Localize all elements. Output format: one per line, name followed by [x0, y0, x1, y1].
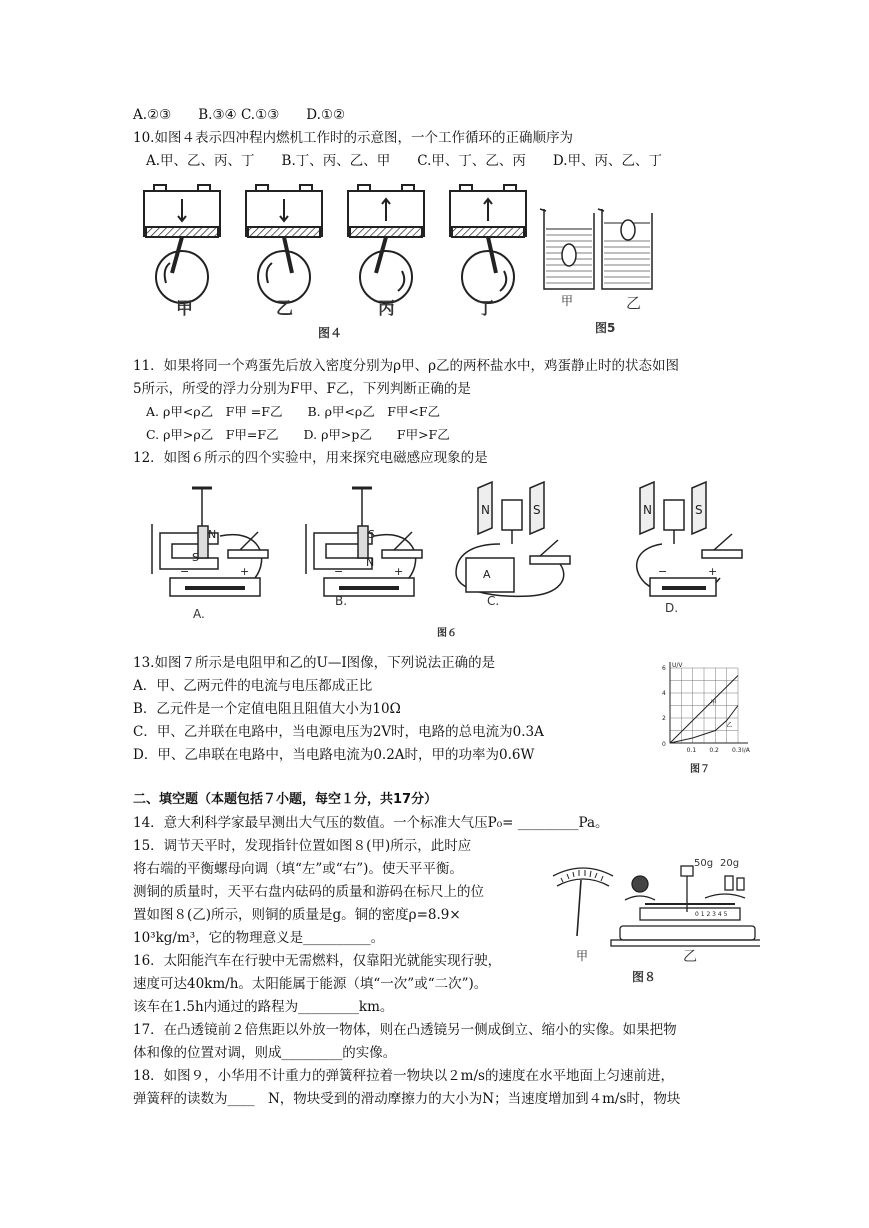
q13-option-c: C．甲、乙并联在电路中，当电源电压为2V时，电路的总电流为0.3A	[133, 724, 544, 740]
svg-text:0 1 2 3 4 5: 0 1 2 3 4 5	[695, 911, 728, 918]
q13-option-d: D．甲、乙串联在电路中，当电路电流为0.2A时，甲的功率为0.6W	[133, 747, 535, 763]
svg-text:S: S	[192, 551, 199, 564]
svg-text:N: N	[643, 503, 652, 517]
q11-options-ab: A. ρ甲<ρ乙 F甲 =F乙 B. ρ甲<ρ乙 F甲<F乙	[146, 404, 441, 419]
q10-options: A.甲、乙、丙、丁 B.丁、丙、乙、甲 C.甲、丁、乙、丙 D.甲、丙、乙、丁	[146, 153, 663, 169]
fig4-label-jia: 甲	[176, 299, 193, 319]
fig6-label-b: B.	[335, 594, 348, 608]
x-tick-label: 0.1	[686, 747, 697, 754]
fig4-label-yi: 乙	[276, 299, 293, 319]
series-label-1: 甲	[710, 699, 717, 707]
svg-text:+: +	[394, 565, 404, 578]
fig7-caption: 图７	[690, 764, 710, 775]
fig4-caption: 图４	[318, 326, 343, 340]
svg-text:+: +	[240, 565, 250, 578]
fig5-caption: 图5	[595, 321, 616, 335]
svg-text:N: N	[481, 503, 490, 517]
figure-4-engine-strokes	[140, 183, 540, 343]
q15-line3: 测铜的质量时，天平右盘内砝码的质量和游码在标尺上的位	[133, 884, 484, 900]
figure-5-beakers	[538, 205, 658, 295]
fig6-caption: 图６	[437, 628, 457, 639]
svg-text:−: −	[180, 565, 190, 578]
engine-cylinder-1	[144, 185, 220, 303]
figure-6-experiments	[130, 478, 750, 618]
fig8-label-yi: 乙	[683, 949, 697, 965]
q15-line4: 置如图８(乙)所示，则铜的质量是g。铜的密度ρ=8.9×	[133, 907, 461, 923]
y-tick-label: 2	[662, 715, 666, 722]
svg-text:S: S	[533, 503, 541, 517]
svg-text:S: S	[695, 503, 703, 517]
q15-line5: 10³kg/m³，它的物理意义是__________。	[133, 930, 385, 946]
q18-line2: 弹簧秤的读数为____ N，物块受到的滑动摩擦力的大小为N；当速度增加到４m/s时，物块	[133, 1091, 681, 1107]
q15-line1: 15．调节天平时，发现指针位置如图８(甲)所示，此时应	[133, 838, 472, 854]
fig4-label-bing: 丙	[378, 299, 395, 319]
q13-option-a: A．甲、乙两元件的电流与电压都成正比	[133, 678, 373, 694]
engine-cylinder-4	[450, 185, 526, 303]
series-label-2: 乙	[726, 721, 733, 729]
q17-line1: 17．在凸透镜前２倍焦距以外放一物体，则在凸透镜另一侧成倒立、缩小的实像。如果把物	[133, 1022, 677, 1038]
svg-text:−: −	[658, 565, 668, 578]
q17-line2: 体和像的位置对调，则成_________的实像。	[133, 1045, 397, 1061]
x-tick-label: 0.3	[732, 747, 742, 754]
q11-line1: 11．如果将同一个鸡蛋先后放入密度分别为ρ甲、ρ乙的两杯盐水中，鸡蛋静止时的状态如图	[133, 358, 680, 374]
y-axis-label: U/V	[672, 662, 683, 669]
q9-options: A.②③ B.③④ C.①③ D.①②	[133, 107, 346, 123]
fig8-label-jia: 甲	[576, 949, 589, 963]
fig6-label-d: D.	[665, 601, 679, 615]
q11-options-cd: C. ρ甲>ρ乙 F甲=F乙 D. ρ甲>p乙 F甲>F乙	[146, 427, 450, 442]
fig6-label-c: C.	[487, 594, 500, 608]
fig6-label-a: A.	[193, 607, 205, 621]
engine-cylinder-3	[348, 185, 424, 303]
y-tick-label: 6	[662, 665, 666, 672]
engine-cylinder-2	[246, 185, 322, 303]
svg-text:S: S	[368, 528, 375, 541]
fig8-weight-50g: 50g	[694, 858, 714, 869]
q16-line1: 16．太阳能汽车在行驶中无需燃料，仅靠阳光就能实现行驶，	[133, 953, 502, 969]
q18-line1: 18．如图９，小华用不计重力的弹簧秤拉着一物块以２m/s的速度在水平地面上匀速前进，	[133, 1068, 674, 1084]
q13-option-b: B．乙元件是一个定值电阻且阻值大小为10Ω	[133, 701, 401, 717]
svg-text:A: A	[483, 568, 491, 581]
svg-text:N: N	[366, 556, 375, 569]
q14-text: 14．意大利科学家最早测出大气压的数值。一个标准大气压P₀= _________Pa。	[133, 815, 609, 831]
q13-stem: 13.如图７所示是电阻甲和乙的U—I图像，下列说法正确的是	[133, 655, 496, 671]
q15-line2: 将右端的平衡螺母向调（填“左”或“右”)。使天平平衡。	[133, 861, 463, 877]
q10-stem: 10.如图４表示四冲程内燃机工作时的示意图，一个工作循环的正确顺序为	[133, 130, 573, 146]
svg-text:−: −	[334, 565, 344, 578]
fig8-caption: 图８	[632, 970, 657, 984]
x-axis-label: I/A	[742, 747, 750, 754]
q16-line2: 速度可达40km/h。太阳能属于能源（填“一次”或“二次”)。	[133, 976, 488, 992]
q11-line2: 5所示，所受的浮力分别为F甲、F乙，下列判断正确的是	[133, 381, 471, 397]
x-tick-label: 0.2	[709, 747, 719, 754]
q12-stem: 12．如图６所示的四个实验中，用来探究电磁感应现象的是	[133, 450, 488, 466]
figure-7-ui-chart	[648, 660, 763, 760]
fig5-label-yi: 乙	[626, 294, 642, 312]
fig4-label-ding: 丁	[477, 299, 494, 319]
y-tick-label: 4	[662, 690, 666, 697]
section2-heading: 二、填空题（本题包括７小题，每空１分，共17分）	[133, 792, 438, 807]
svg-text:N: N	[208, 528, 217, 541]
q16-line3: 该车在1.5h内通过的路程为_________km。	[133, 999, 394, 1015]
svg-text:+: +	[708, 565, 718, 578]
fig5-label-jia: 甲	[561, 294, 574, 308]
origin-label: 0	[662, 741, 666, 748]
fig8-weight-20g: 20g	[720, 858, 740, 869]
